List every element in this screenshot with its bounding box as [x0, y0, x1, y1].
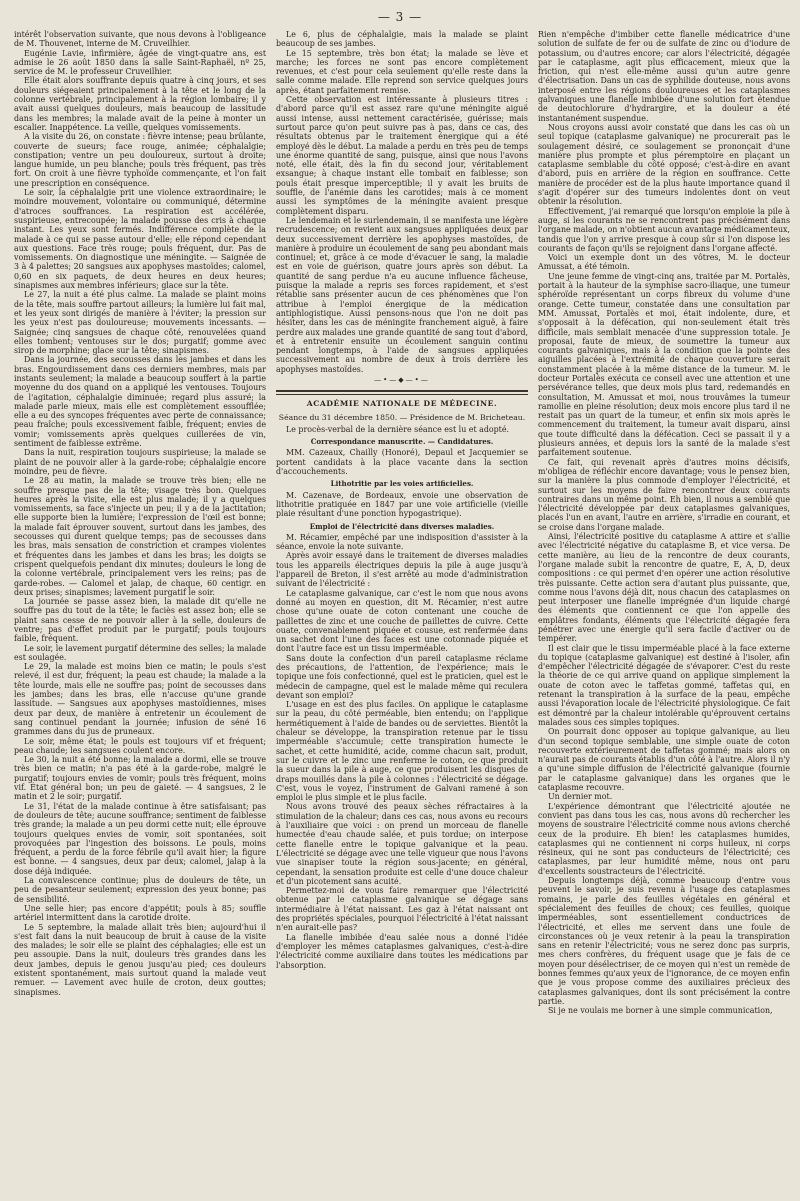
paragraph: Un dernier mot.	[548, 792, 613, 802]
paragraph: Elle était alors souffrante depuis quatre à cinq jours, et ses douleurs siégeaient principalement à la tête et le long de la colonne vertébrale, principalement à la région lombaire; il y avait aussi quelques douleurs, mais beaucoup de lassitude dans les membres; la malade avait de la peine à monter un escalier. Inappétence. La veille, quelques vomissements.	[14, 76, 266, 132]
paragraph: Une jeune femme de vingt-cinq ans, traitée par M. Portalès, portait à la hauteur de la symphise sacro-iliaque, une tumeur sphéroïde représentant un corps fibreux du volume d'une orange. Cette tumeur, constatée dans une consultation par MM. Amussat, Portalès et moi, était indolente, dure, et s'opposait à la défécation, qui non-seulement était très difficile, mais semblait menacée d'une suppression totale. Je proposai, faute de mieux, de soumettre la tumeur aux courants galvaniques, mais à la condition que la pointe des aiguilles placées à l'extrémité de chaque couverture serait constamment placée à la même distance de la tumeur. M. le docteur Portalès exécuta ce conseil avec une attention et une persévérance telles, que deux mois plus tard, redemandés en consultation, M. Amussat et moi, nous trouvâmes la tumeur ramollie en pleine résolution; deux mois encore plus tard il ne restait pas un quart de la tumeur, et enfin six mois après le commencement du traitement, la tumeur avait disparu, ainsi que toute difficulté dans la défécation. Ceci se passait il y a plusieurs années, et depuis lors la santé de la malade s'est parfaitement soutenue.	[538, 271, 790, 458]
paragraph: Le 5 septembre, la malade allait très bien; aujourd'hui il s'est fait dans la nuit beaucoup de bruit à cause de la visite des malades; le soir elle se plaint des céphalagies; elle est un peu assoupie. Dans la nuit, douleurs très grandes dans les deux jambes, depuis le genou jusqu'au pied; ces douleurs existent spontanément, mais surtout quand la malade veut remuer. — Lavement avec huile de croton, deux gouttes; sinapismes.	[14, 922, 266, 997]
paragraph: Le cataplasme galvanique, car c'est le nom que nous avons donné au moyen en question, dit M. Récamier, n'est autre chose qu'une ouate de coton contenant une couche de paillettes de zinc et une couche de paillettes de cuivre. Cette ouate, convenablement piquée et cousue, est renfermée dans un sachet dont l'une des faces est une cotonnade piquée et dont l'autre face est un tissu imperméable.	[276, 588, 528, 654]
paragraph: Depuis longtemps déjà, comme beaucoup d'entre vous peuvent le savoir, je suis revenu à l'usage des cataplasmes romains, je parle des feuilles végétales en général et spécialement des feuilles de choux; ces feuilles, quoique imperméables, sont essentiellement conductrices de l'électricité, et elles me servent dans une foule de circonstances où je veux retenir à la peau la transpiration sans en retenir l'électricité; vous ne serez donc pas surpris, mes chers confrères, du fréquent usage que je fais de ce moyen pour désélectriser, de ce moyen qui n'est un remède de bonnes femmes qu'aux yeux de l'ignorance, de ce moyen enfin que je vous propose comme des auxiliaires précieux des cataplasmes galvaniques, dont ils sont précisément la contre partie.	[538, 876, 790, 1006]
paragraph: intérêt l'observation suivante, que nous devons à l'obligeance de M. Thouvenet, interne de M. Cruveilhier.	[14, 30, 266, 49]
paragraph: M. Récamier, empêché par une indisposition d'assister à la séance, envoie la note suivante.	[276, 532, 528, 552]
paragraph: Cette observation est intéressante à plusieurs titres : d'abord parce qu'il est assez rare qu'une méningite aiguë aussi intense, aussi nettement caractérisée, guérisse; mais surtout parce qu'on peut suivre pas à pas, dans ce cas, des résultats obtenus par le traitement énergique qui a été employé dès le début. La malade a perdu en très peu de temps une énorme quantité de sang, puisque, ainsi que nous l'avons noté, elle était, dès la fin du second jour, véritablement exsangue; à chaque instant elle tombait en faiblesse; son pouls était presque imperceptible; il y avait les bruits de souffle, de l'anémie dans les carotides; mais à ce moment aussi les symptômes de la méningite avaient presque complètement disparu.	[276, 95, 528, 216]
paragraph: Le 15 septembre, très bon état; la malade se lève et marche; les forces ne sont pas encore complètement revenues, et c'est pour cela seulement qu'elle reste dans la salle comme malade. Elle reprend son service quelques jours après, étant parfaitement remise.	[276, 48, 528, 95]
paragraph: Le 30, la nuit a été bonne; la malade a dormi, elle se trouve très bien ce matin; n'a pas été à la garde-robe, malgré le purgatif; toujours envies de vomir; pouls très fréquent, moins vif. État général bon; un peu de gaieté. — 4 sangsues, 2 le matin et 2 le soir; purgatif.	[14, 755, 266, 802]
paragraph: Ainsi, l'électricité positive du cataplasme A attire et s'allie avec l'électricité négative du cataplasme B, et vice versa. De cette manière, au lieu de la rencontre de deux courants, l'organe malade subit la rencontre de quatre, E, A, D, deux compositions : ce qui permet d'en opérer une action résolutive très puissante. Cette action sera d'autant plus puissante, que, comme nous l'avons déjà dit, nous chacun des cataplasmes on peut interposer une flanelle imprégnée d'un liquide chargé des éléments que contiennent ce que l'on appelle des emplâtres fondants, éléments que l'électricité dégagée fera pénétrer avec une énergie qu'il sera facile d'activer ou de tempérer.	[538, 532, 790, 644]
paragraph: Effectivement, j'ai remarqué que lorsqu'on emploie la pile à auge, si les courants ne se rencontrent pas précisément dans l'organe malade, on n'obtient aucun avantage médicamenteux, tandis que l'on y arrive presque à coup sûr si l'on dispose les courants de façon qu'ils se rejoignent dans l'organe affecté.	[538, 206, 790, 253]
paragraph: Après avoir essayé dans le traitement de diverses maladies tous les appareils électriques depuis la pile à auge jusqu'à l'appareil de Breton, il s'est arrêté au mode d'administration suivant de l'électricité :	[276, 551, 528, 589]
correspondence-paragraph: MM. Cazeaux, Chailly (Honoré), Depaul et Jacquemier se portent candidats à la place vacante dans la section d'accouchements.	[276, 448, 528, 477]
paragraph: Le 28 au matin, la malade se trouve très bien; elle ne souffre presque pas de la tête; visage très bon. Quelques heures après la visite, elle est plus malade; il y a quelques vomissements, sa face s'injecte un peu; il y a de la jactitation; elle supporte bien la lumière; l'expression de l'œil est bonne; la malade fait éprouver souvent, surtout dans les jambes, des secousses qui durent quelque temps; pas de secousses dans les bras, mais sensation de constriction et crampes violentes et fréquentes dans les jambes et dans les bras; les doigts se crispent quelquefois pendant dix minutes; douleurs le long de la colonne vertébrale, principalement vers les reins; pas de garde-robes. — Calomel et jalap, de chaque, 60 centigr. en deux prises; sinapismes; lavement purgatif le soir.	[14, 476, 266, 597]
minutes-paragraph: Le procès-verbal de la dernière séance est lu et adopté.	[286, 424, 510, 434]
paragraph: Le 31, l'état de la malade continue à être satisfaisant; pas de douleurs de tête; aucune souffrance; sentiment de faiblesse très grande; la malade a un peu dormi cette nuit; elle éprouve toujours quelques envies de vomir, soit spontanées, soit provoquées par l'ingestion des boissons. Le pouls, moins fréquent, a perdu de la force fébrile qu'il avait hier; la figure est bonne. — 4 sangsues, deux par deux; calomel, jalap à la dose déjà indiquée.	[14, 801, 266, 876]
paragraph: Rien n'empêche d'imbiber cette flanelle médicatrice d'une solution de sulfate de fer ou de sulfate de zinc ou d'iodure de potassium, ou d'autres encore; car alors l'électricité, dégagée par le cataplasme, agit plus efficacement, mieux que la friction, qui n'est elle-même aussi qu'un autre genre d'électrisation. Dans un cas de syphilide douteuse, nous avons interposé entre les régions douloureuses et les cataplasmes galvaniques une flanelle imbibée d'une solution fort étendue de deutochlorure d'hydrargire, et la douleur a été instantanément suspendue.	[538, 30, 790, 123]
page-number: — 3 —	[377, 10, 423, 24]
paragraph: Voici un exemple dont un des vôtres, M. le docteur Amussat, a été témoin.	[538, 253, 790, 272]
paragraph: Le 6, plus de céphalalgie, mais la malade se plaint beaucoup de ses jambes.	[276, 30, 528, 49]
section-rule	[276, 390, 528, 392]
paragraph: Eugénie Lavie, infirmière, âgée de vingt-quatre ans, est admise le 26 août 1850 dans la salle Saint-Raphaël, nº 25, service de M. le professeur Cruveilhier.	[14, 48, 266, 77]
paragraph: Sans doute la confection d'un pareil cataplasme réclame des précautions, de l'attention, de l'expérience; mais le topique une fois confectionné, quel est le praticien, quel est le médecin de campagne, quel est le malade même qui reculera devant son emploi?	[276, 653, 528, 700]
column-2-observation	[276, 30, 528, 374]
paragraph: Le 29, la malade est moins bien ce matin; le pouls s'est relevé, il est dur, fréquent; la peau est chaude; la malade a la tête lourde, mais elle ne souffre pas; point de secousses dans les jambes; dans les bras, elle n'accuse qu'une grande lassitude. — Sangsues aux apophyses mastoïdiennes, mises deux par deux, de manière à entretenir un écoulement de sang continuel pendant la journée; infusion de séné 16 grammes dans du jus de pruneaux.	[14, 662, 266, 737]
column-3	[538, 30, 790, 1193]
paragraph: Ce fait, qui revenait après d'autres moins décisifs, m'obligea de réfléchir encore davantage; vous le pensez bien, sur la manière la plus commode d'employer l'électricité, et surtout sur les moyens de faire rencontrer deux courants contraires dans un même point. Eh bien, il nous a semblé que l'électricité développée par deux cataplasmes galvaniques, placés l'un en avant, l'autre en arrière, s'irradie en courant, et se croise dans l'organe malade.	[538, 457, 790, 532]
paragraph: Si je ne voulais me borner à une simple communication,	[548, 1006, 773, 1016]
session-line: Séance du 31 décembre 1850. — Présidence de M. Bricheteau.	[278, 412, 526, 422]
lithotritie-paragraph: M. Cazenave, de Bordeaux, envoie une observation de lithotritie pratiquée en 1847 par une voie artificielle (vieille plaie résultant d'une ponction hypogastrique).	[276, 490, 528, 519]
paragraph: Le soir, le lavement purgatif détermine des selles; la malade est soulagée.	[14, 643, 266, 662]
paragraph: On pourrait donc opposer au topique galvanique, au lieu d'un second topique semblable, une simple ouate de coton recouverte extérieurement de taffetas gommé; mais alors on n'aurait pas de courants établis d'un côté à l'autre. Alors il n'y a qu'une simple diffusion de l'électricité galvanique (fournie par le cataplasme galvanique) dans les organes que le cataplasme recouvre.	[538, 727, 790, 793]
column-1	[14, 30, 266, 1193]
column-2	[276, 30, 528, 1193]
correspondence-heading: Correspondance manuscrite. — Candidatures.	[310, 437, 494, 447]
paragraph: Le soir, même état; le pouls est toujours vif et fréquent; peau chaude; les sangsues coulent encore.	[14, 736, 266, 755]
paragraph: Nous avons trouvé des peaux sèches réfractaires à la stimulation de la chaleur; dans ces cas, nous avons eu recours à l'auxiliaire que voici : on prend un morceau de flanelle humectée d'eau chaude salée, et puis tordue; on interpose cette flanelle entre le topique galvanique et la peau. L'électricité se dégage avec une telle vigueur que nous l'avons vue sinapiser toute la région sous-jacente; en général, cependant, la sensation produite est celle d'une douce chaleur et d'un picotement sans acuité.	[276, 802, 528, 886]
lithotritie-heading: Lithotritie par les voies artificielles.	[330, 479, 474, 489]
electricity-paragraphs	[276, 533, 528, 970]
paragraph: Une selle hier; pas encore d'appétit; pouls à 85; souffle artériel intermittent dans la carotide droite.	[14, 903, 266, 923]
paragraph: Le 27, la nuit a été plus calme. La malade se plaint moins de la tête, mais souffre partout ailleurs; la lumière lui fait mal, et les yeux sont dirigés de manière à l'éviter; la pression sur les yeux n'est pas douloureuse; mouvements incessants. — Saignée; cinq sangsues de chaque côté, renouvelées quand elles tombent; ventouses sur le dos; purgatif; gomme avec sirop de morphine; glace sur la tête; sinapismes.	[14, 290, 266, 356]
paragraph: La convalescence continue; plus de douleurs de tête, un peu de pesanteur seulement; expression des yeux bonne; pas de sensibilité.	[14, 876, 266, 904]
paragraph: A la visite du 26, on constate : fièvre intense; peau brûlante, couverte de sueurs; face rouge, animée; céphalalgie; constipation; ventre un peu douloureux, surtout à droite; langue humide, un peu blanche; pouls très fréquent, pas très fort. On croit à une fièvre typhoïde commençante, et l'on fait une prescription en conséquence.	[14, 132, 266, 188]
paragraph: Dans la journée, des secousses dans les jambes et dans les bras. Engourdissement dans ces derniers membres, mais par instants seulement; la malade a beaucoup souffert à la partie moyenne du dos quand on a appliqué les ventouses. Toujours de l'agitation, céphalalgie diminuée; regard plus assuré; la malade parle mieux, mais elle est complètement essoufflée; elle a eu des syncopes fréquentes avec perte de connaissance; peau fraîche; pouls excessivement faible, fréquent; envies de vomir; vomissements après quelques cuillerées de vin, sentiment de faiblesse extrême.	[14, 355, 266, 449]
paragraph: La journée se passe assez bien, la malade dit qu'elle ne souffre pas du tout de la tête; le faciès est assez bon; elle se plaint sans cesse de ne pouvoir aller à la selle, douleurs de ventre; pas d'effet produit par le purgatif; pouls toujours faible, fréquent.	[14, 597, 266, 644]
section-ornament: —•—◆—•—	[374, 375, 430, 384]
electricity-heading: Emploi de l'électricité dans diverses maladies.	[309, 521, 495, 531]
section-rule-thin	[276, 394, 528, 395]
paragraph: Nous croyons aussi avoir constaté que dans les cas où un seul topique (cataplasme galvanique) ne procurerait pas le soulagement désiré, ce soulagement se prononçait d'une manière plus prompte et plus péremptoire en plaçant un cataplasme semblable du côté opposé; c'est-à-dire en avant d'abord, puis en arrière de la région en souffrance. Cette manière de procéder est de la plus haute importance quand il s'agit d'opérer sur des tumeurs indolentes dont on veut obtenir la résolution.	[538, 122, 790, 207]
paragraph: Le soir, la céphalalgie prit une violence extraordinaire; le moindre mouvement, volontaire ou communiqué, détermine d'atroces souffrances. La respiration est accélérée, suspirieuse, entrecoupée; la malade pousse des cris à chaque instant. Les yeux sont fermés. Indifférence complète de la malade à ce qui se passe autour d'elle; elle répond cependant aux questions. Face très rouge; pouls fréquent, dur. Pas de vomissements. On diagnostique une méningite. — Saignée de 3 à 4 palettes; 20 sangsues aux apophyses mastoïdes; calomel, 0,60 en six paquets, de deux heures en deux heures; sinapismes aux membres inférieurs; glace sur la tête.	[14, 188, 266, 291]
paragraph: Le lendemain et le surlendemain, il se manifesta une légère recrudescence; on revient aux sangsues appliquées deux par deux successivement derrière les apophyses mastoïdes, de manière à produire un écoulement de sang peu abondant mais continuel; et, grâce à ce mode d'évacuer le sang, la maladie est en voie de guérison, quatre jours après son début. La quantité de sang perdue n'a eu aucune influence fâcheuse, puisque la malade a repris ses forces rapidement, et s'est rétablie sans présenter aucun de ces phénomènes que l'on attribue à l'emploi énergique de la médication antiphlogistique. Aussi pensons-nous que l'on ne doit pas hésiter, dans les cas de méningite franchement aiguë, à faire perdre aux malades une grande quantité de sang tout d'abord, et à entretenir ensuite un écoulement sanguin continu pendant longtemps, à l'aide de sangsues appliquées successivement au nombre de deux à trois derrière les apophyses mastoïdes.	[276, 215, 528, 374]
paragraph: Dans la nuit, respiration toujours suspirieuse; la malade se plaint de ne pouvoir aller à la garde-robe; céphalalgie encore moindre, peu de fièvre.	[14, 448, 266, 476]
paragraph: L'usage en est des plus faciles. On applique le cataplasme sur la peau, du côté perméable, bien entendu; on l'applique hermétiquement à l'aide de bandes ou de serviettes. Bientôt la chaleur se développe, la transpiration retenue par le tissu imperméable s'accumule; cette transpiration humecte le sachet, et cette humidité, acide, comme chacun sait, produit, sur le cuivre et le zinc une renferme le coton, ce que produit la sueur dans la pile à auge, ce que produisent les disques de draps mouillés dans la pile à colonnes : l'électricité se dégage. C'est, vous le voyez, l'instrument de Galvani ramené à son emploi le plus simple et le plus facile.	[276, 700, 528, 803]
paragraph: Il est clair que le tissu imperméable placé à la face externe du topique (cataplasme galvanique) est destiné à l'isoler, afin d'empêcher l'électricité dégagée de s'évaporer. C'est du reste la théorie de ce qui arrive quand on applique simplement la ouate de coton avec le taffetas gommé, taffetas qui, en retenant la transpiration à la surface de la peau, empêche aussi l'évaporation locale de l'électricité physiologique. Ce fait est démontré par la chaleur intolérable qu'éprouvent certains malades sous ces simples topiques.	[538, 643, 790, 727]
paragraph: La flanelle imbibée d'eau salée nous a donné l'idée d'employer les mêmes cataplasmes galvaniques, c'est-à-dire l'électricité comme auxiliaire dans toutes les médications par l'absorption.	[276, 932, 528, 970]
text-columns	[14, 30, 790, 1193]
paragraph: L'expérience démontrant que l'électricité ajoutée ne convient pas dans tous les cas, nous avons dû rechercher les moyens de soustraire l'électricité comme nous avions cherché ceux de la produire. Eh bien! les cataplasmes humides, cataplasmes qui ne contiennent ni corps huileux, ni corps résineux, qui ne sont pas conducteurs de l'électricité; ces cataplasmes, par leur humidité même, nous ont paru d'excellents soustracteurs de l'électricité.	[538, 801, 790, 876]
academy-heading: ACADÉMIE NATIONALE DE MÉDECINE.	[306, 399, 498, 409]
paragraph: Permettez-moi de vous faire remarquer que l'électricité obtenue par le cataplasme galvanique se dégage sans intermédiaire à l'état naissant. Les gaz à l'état naissant ont des propriétés spéciales, pourquoi l'électricité à l'état naissant n'en aurait-elle pas?	[276, 886, 528, 933]
